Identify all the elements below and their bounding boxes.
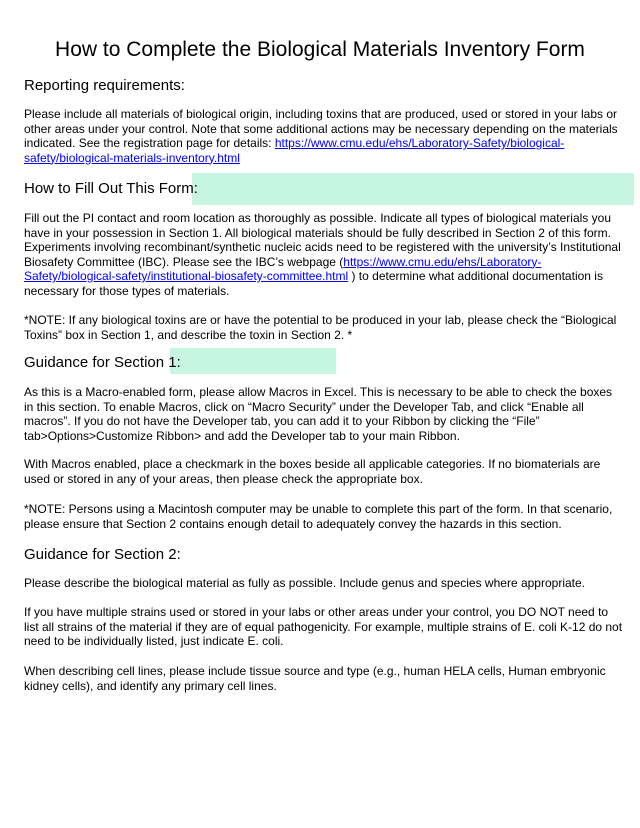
section2-cell-lines-paragraph: When describing cell lines, please include tissue source and type (e.g., human HELA cells, Human embryonic kidney cells), and identify any primary cell lines. (24, 664, 606, 693)
document-title: How to Complete the Biological Materials Inventory Form (55, 38, 585, 61)
how-to-highlight-field (192, 173, 634, 205)
section1-heading: Guidance for Section 1: (24, 354, 181, 371)
how-to-paragraph (24, 211, 624, 298)
section1-highlight-field (170, 348, 336, 374)
reporting-text: Please include all materials of biological origin, including toxins that are produced, used or stored in your labs or other areas under your control. Note that some additional actions may be necessary depending on the materials indicated. See the registration page for details: (24, 107, 618, 150)
how-to-heading: How to Fill Out This Form: (24, 180, 198, 197)
section2-describe-paragraph: Please describe the biological material as fully as possible. Include genus and species where appropriate. (24, 576, 585, 590)
reporting-heading: Reporting requirements: (24, 77, 185, 94)
how-to-text-end: ) to determine what additional documentation is necessary for those types of materials. (24, 269, 603, 298)
toxins-note: *NOTE: If any biological toxins are or have the potential to be produced in your lab, please check the “Biological Toxins” box in Section 1, and describe the toxin in Section 2. * (24, 313, 617, 342)
section2-strains-paragraph: If you have multiple strains used or stored in your labs or other areas under your control, you DO NOT need to list all strains of the material if they are of equal pathogenicity. For example, multiple strains of E. coli K-12 do not need to be individually listed, just indicate E. coli. (24, 605, 623, 648)
registration-page-link[interactable]: https://www.cmu.edu/ehs/Laboratory-Safety/biological-safety/biological-materials-inventory.html (24, 136, 565, 165)
section1-checkmark-paragraph: With Macros enabled, place a checkmark in the boxes beside all applicable categories. If no biomaterials are used or stored in any of your areas, then please check the appropriate box. (24, 457, 601, 486)
section1-macros-paragraph: As this is a Macro-enabled form, please allow Macros in Excel. This is necessary to be able to check the boxes in this section. To enable Macros, click on “Macro Security” under the Developer Tab, and click “Enable all macros”. If you do not have the Developer tab, you can add it to your Ribbon by clicking the “File” tab>Options>Customize Ribbon> and add the Developer tab to your main Ribbon. (24, 385, 613, 443)
how-to-text: Fill out the PI contact and room location as thoroughly as possible. Indicate all types of biological materials you have in your possession in Section 1. All biological materials should be fully described in Section 2 of this form. Experiments involving recombinant/synthetic nucleic acids need to be registered with the university’s Institutional Biosafety Committee (IBC). Please see the IBC’s webpage ( (24, 211, 621, 269)
reporting-paragraph (24, 107, 624, 165)
section2-heading: Guidance for Section 2: (24, 546, 181, 563)
ibc-webpage-link[interactable]: https://www.cmu.edu/ehs/Laboratory-Safety/biological-safety/institutional-biosafety-committee.html (24, 254, 542, 283)
section1-macintosh-note: *NOTE: Persons using a Macintosh computer may be unable to complete this part of the form. In that scenario, please ensure that Section 2 contains enough detail to adequately convey the hazards in this section. (24, 502, 613, 531)
